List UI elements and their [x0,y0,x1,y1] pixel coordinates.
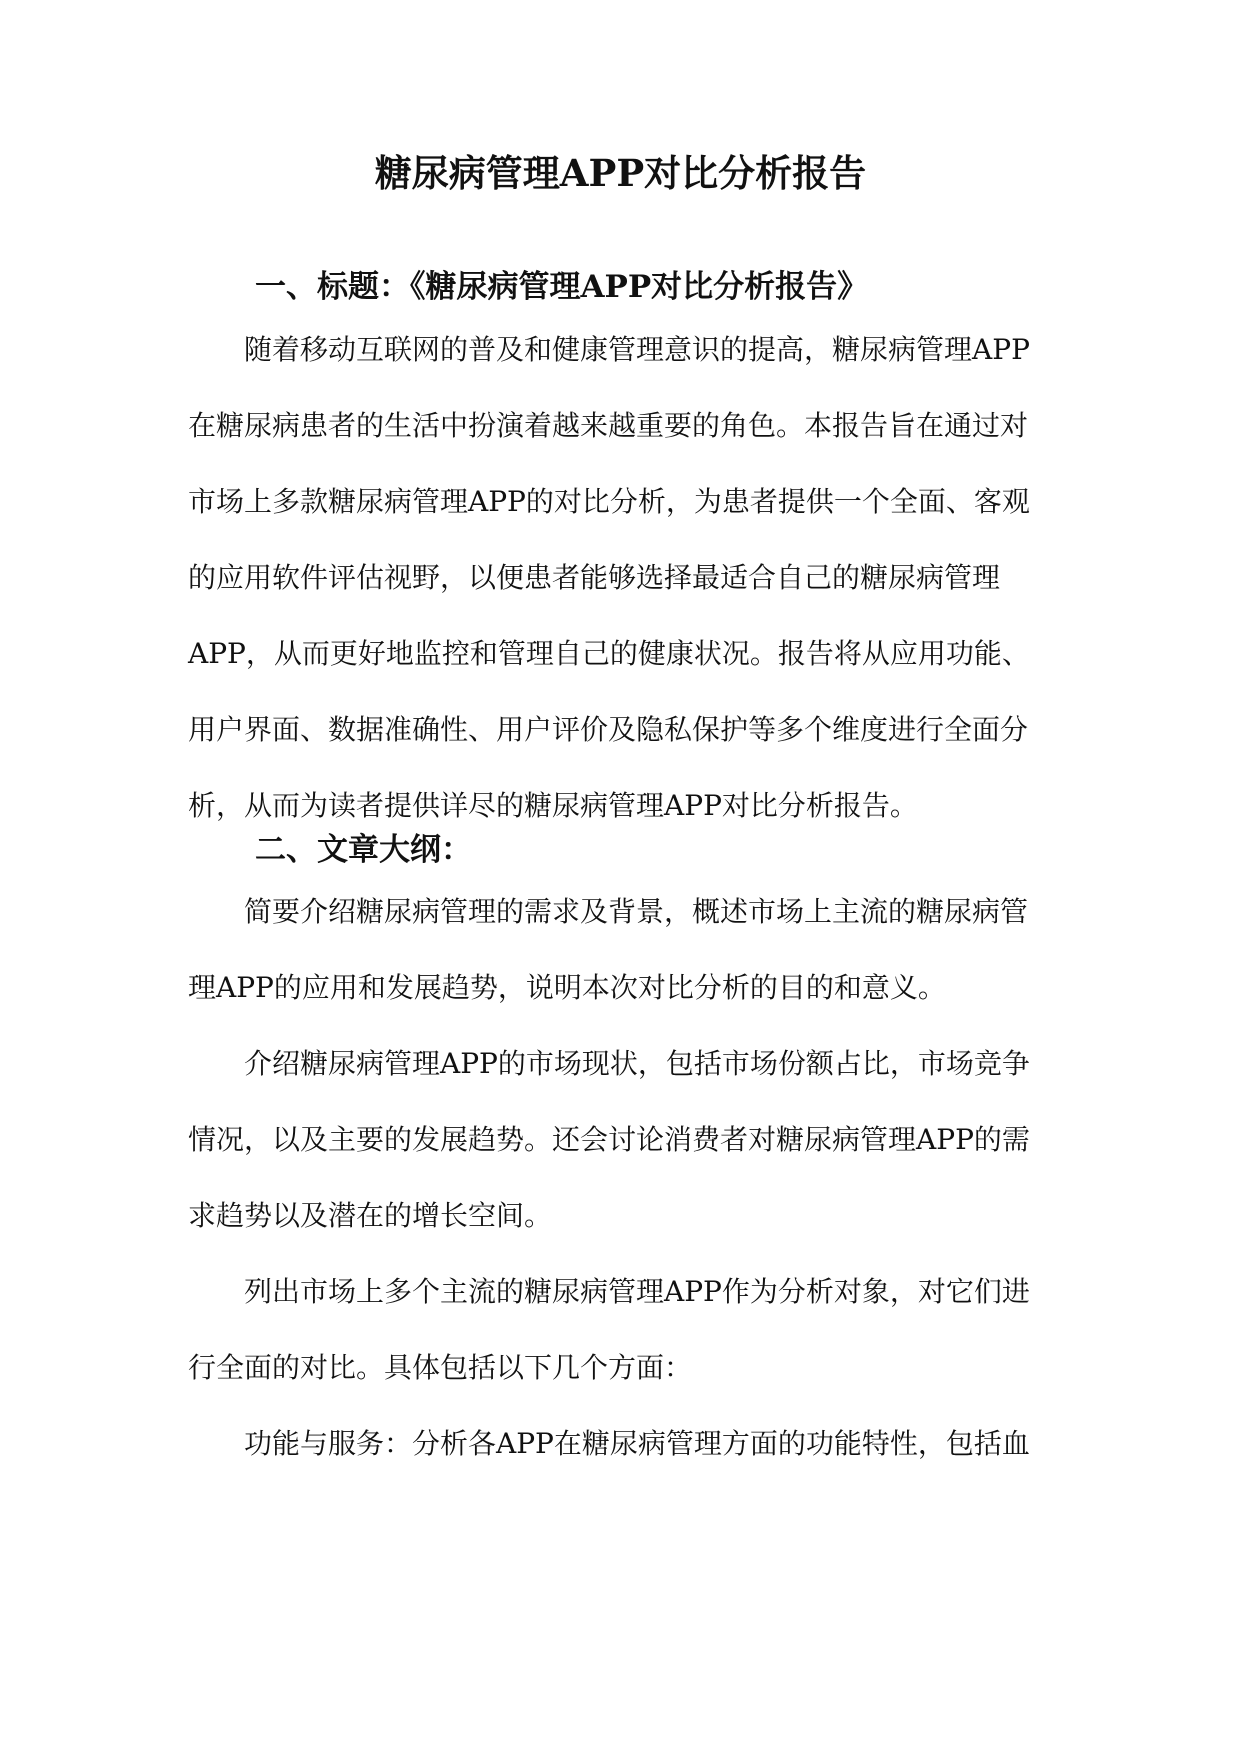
outline-paragraph-1 [188,874,1058,1026]
text-line: 市场上多款糖尿病管理APP的对比分析，为患者提供一个全面、客观 [188,485,1030,518]
outline-paragraph-3 [188,1254,1058,1406]
text-line: APP，从而更好地监控和管理自己的健康状况。报告将从应用功能、 [188,637,1030,670]
text-line: 的应用软件评估视野，以便患者能够选择最适合自己的糖尿病管理 [188,561,1001,594]
intro-paragraph [188,312,1058,844]
text-line: 随着移动互联网的普及和健康管理意识的提高，糖尿病管理APP [244,333,1030,366]
text-line: 用户界面、数据准确性、用户评价及隐私保护等多个维度进行全面分 [188,713,1029,746]
text-line: 在糖尿病患者的生活中扮演着越来越重要的角色。本报告旨在通过对 [188,409,1029,442]
section-heading-title: 一、标题：《糖尿病管理APP对比分析报告》 [255,269,869,305]
outline-paragraph-2 [188,1026,1058,1254]
text-line: 列出市场上多个主流的糖尿病管理APP作为分析对象，对它们进 [244,1275,1030,1308]
text-line: 介绍糖尿病管理APP的市场现状，包括市场份额占比，市场竞争 [244,1047,1030,1080]
text-line: 理APP的应用和发展趋势，说明本次对比分析的目的和意义。 [188,971,946,1004]
text-line: 功能与服务：分析各APP在糖尿病管理方面的功能特性，包括血 [244,1427,1030,1460]
section-heading-outline: 二、文章大纲： [255,832,472,868]
text-line: 情况，以及主要的发展趋势。还会讨论消费者对糖尿病管理APP的需 [188,1123,1030,1156]
text-line: 析，从而为读者提供详尽的糖尿病管理APP对比分析报告。 [188,789,918,822]
text-line: 行全面的对比。具体包括以下几个方面： [188,1351,693,1384]
text-line: 求趋势以及潜在的增长空间。 [188,1199,553,1232]
text-line: 简要介绍糖尿病管理的需求及背景，概述市场上主流的糖尿病管 [244,895,1029,928]
document-title: 糖尿病管理APP对比分析报告 [374,151,867,195]
outline-paragraph-4 [188,1406,1058,1482]
